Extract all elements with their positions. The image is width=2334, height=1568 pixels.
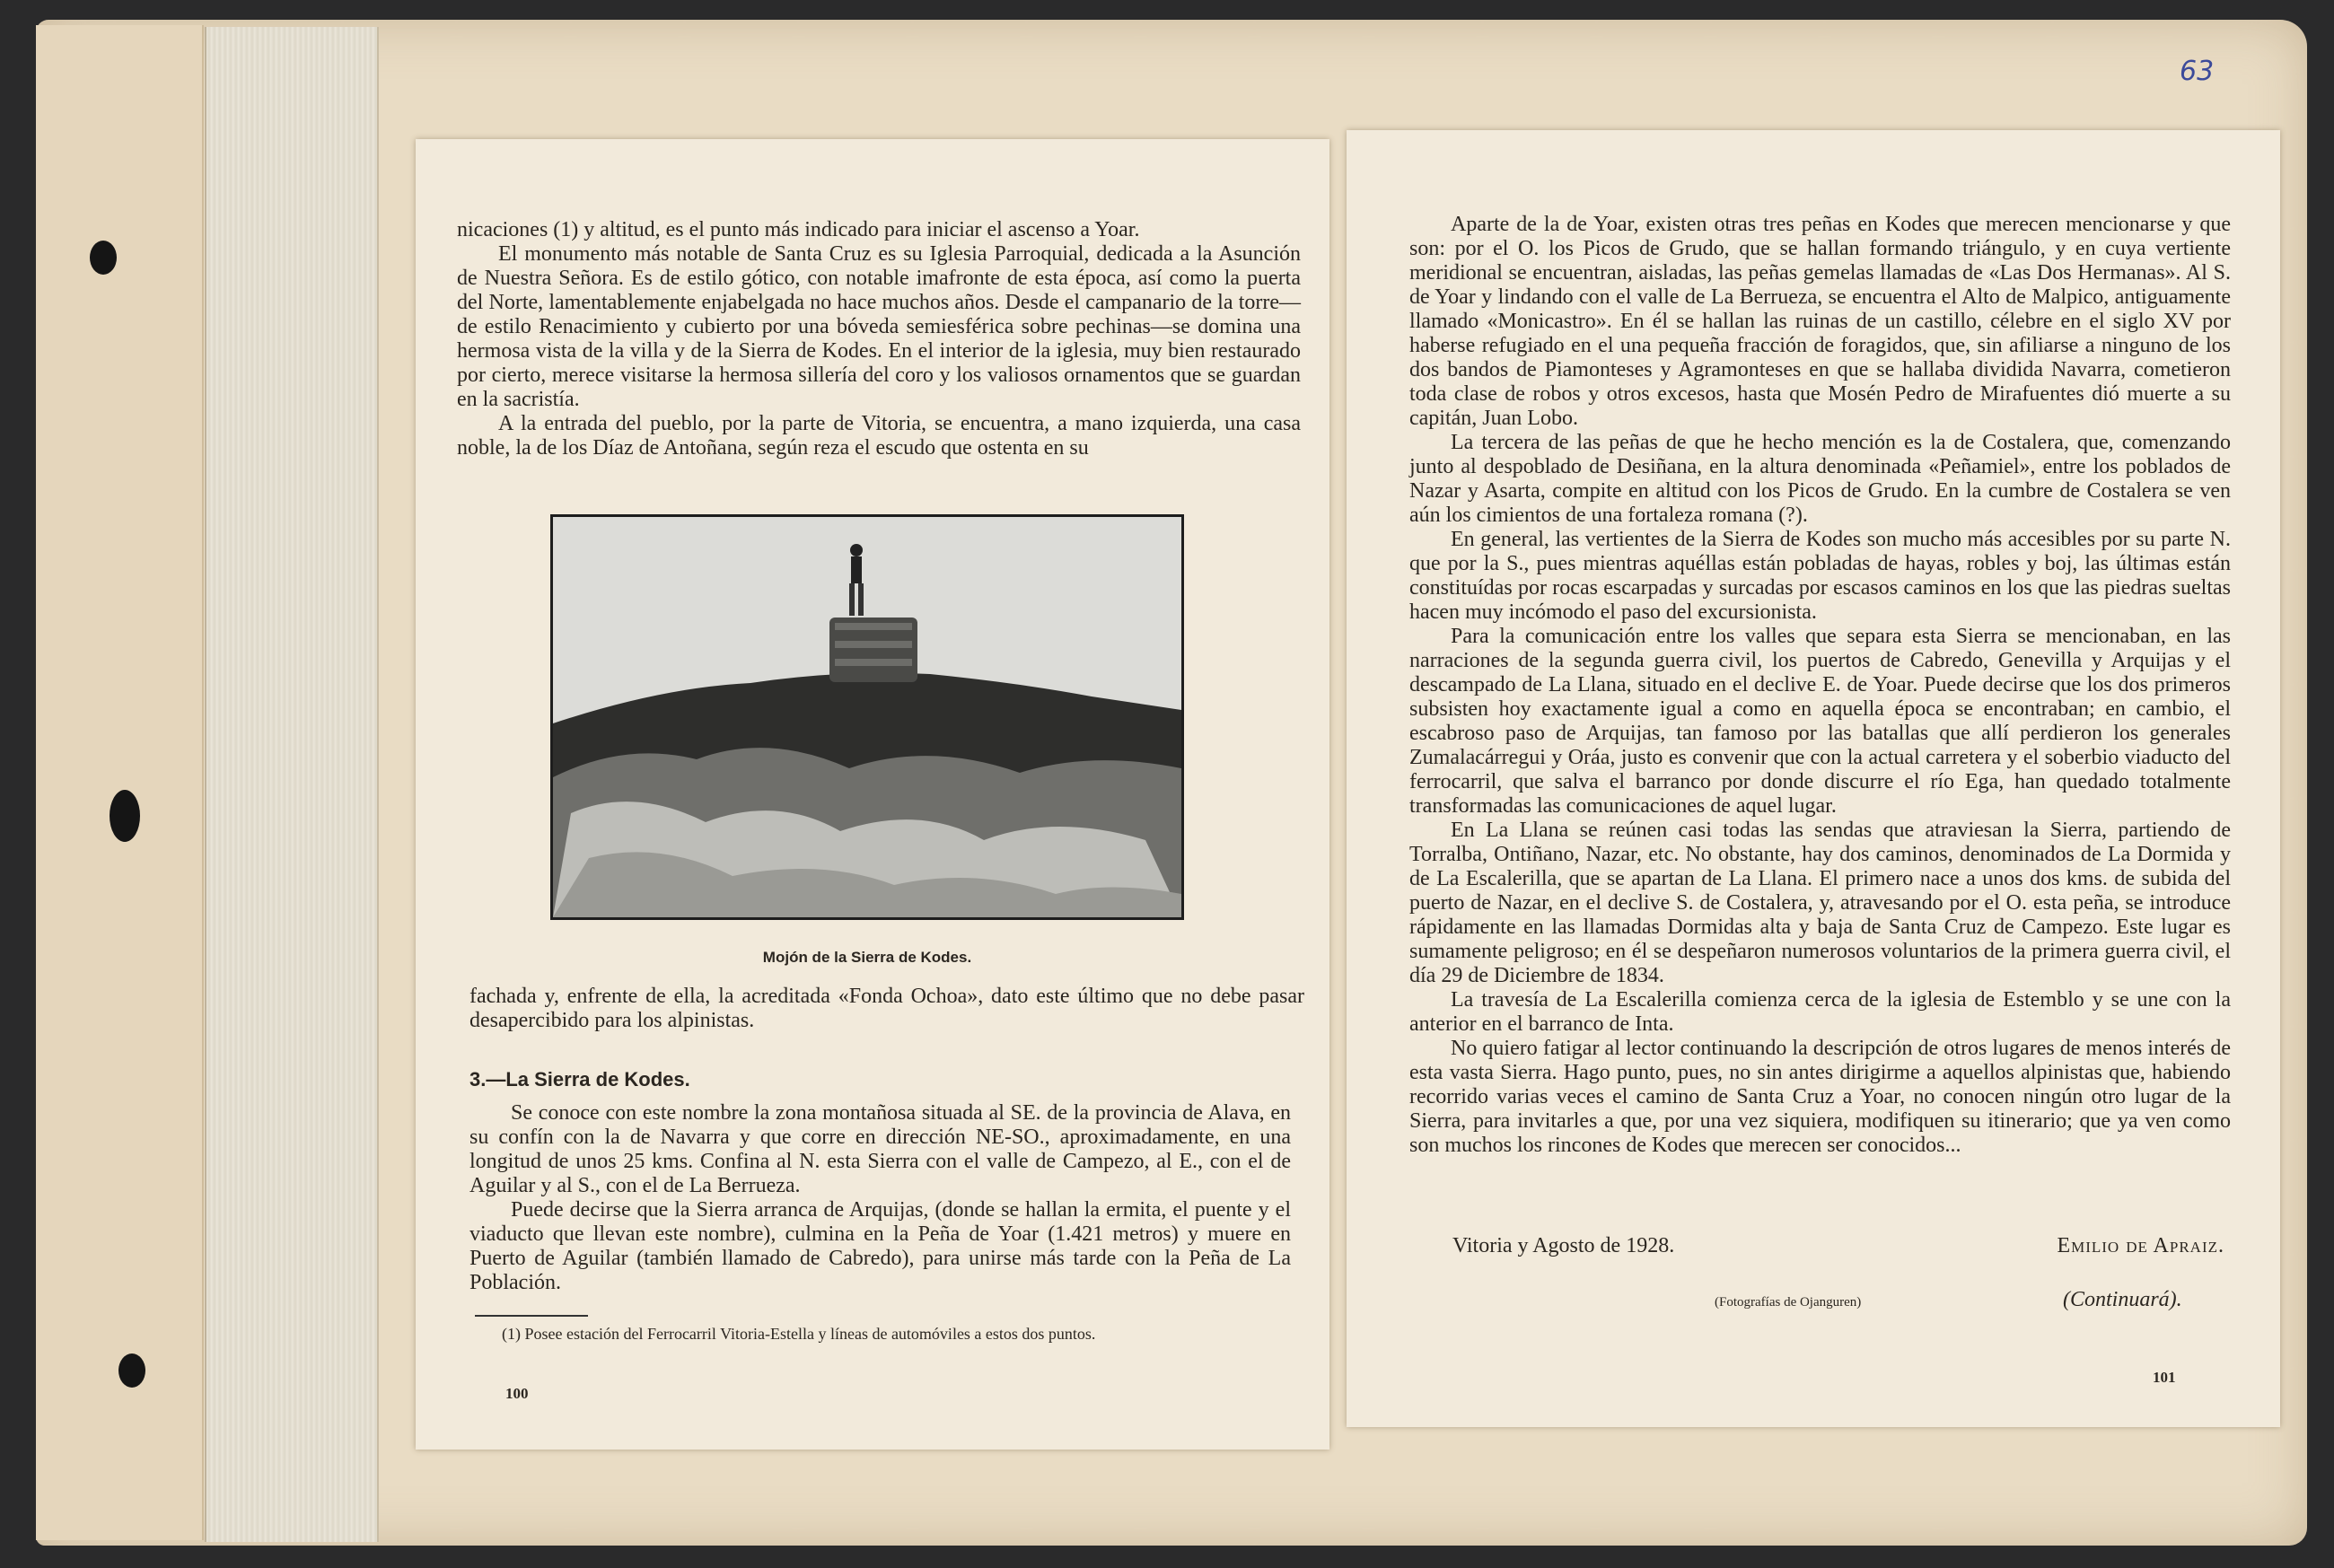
- section-heading: 3.—La Sierra de Kodes.: [469, 1068, 690, 1091]
- section-body: [469, 1101, 1291, 1295]
- paragraph: No quiero fatigar al lector continuando la descripción de otros lugares de menos interés de esta vasta Sierra. Hago punto, pues, no sin antes dirigirme a aquellos alpinistas que, habiendo recorrido varias veces el camino de Santa Cruz a Yoar, no conocen ningún otro lugar de la Sierra, para invitarles a que, por una vez siquiera, modifiquen su itinerario; que ya ven como son muchos los rincones de Kodes que merecen ser conocidos...: [1409, 1037, 2231, 1157]
- photo-credit: (Fotografías de Ojanguren): [1715, 1295, 1862, 1310]
- paragraph: Se conoce con este nombre la zona montañosa situada al SE. de la provincia de Alava, en su confín con la de Navarra y que corre en dirección NE-SO., aproximadamente, en una longitud de unos 25 kms. Confina al N. esta Sierra con el valle de Campezo, al E., con el de Aguilar y al S., con el de La Berrueza.: [469, 1101, 1291, 1197]
- footnote-rule: [475, 1315, 588, 1317]
- mountain-cairn-photo: [550, 514, 1184, 920]
- paragraph: Puede decirse que la Sierra arranca de Arquijas, (donde se hallan la ermita, el puente y el viaducto que llevan este nombre), culmina en la Peña de Yoar (1.421 metros) y muere en Puerto de Aguilar (también llamado de Cabredo), para unirse más tarde con la Peña de La Población.: [469, 1198, 1291, 1294]
- binding-hole-middle: [110, 790, 140, 842]
- date-line: Vitoria y Agosto de 1928.: [1452, 1234, 1675, 1257]
- paragraph: Para la comunicación entre los valles que separa esta Sierra se mencionaban, en las narraciones de la segunda guerra civil, los puertos de Cabredo, Genevilla y Arquijas y el descampado de La Llana, situado en el declive E. de Yoar. Puede decirse que los dos primeros subsisten hoy exactamente igual a como en aquella época se encontraban; en cambio, el escabroso paso de Arquijas, tan famoso por las batallas que allí perdieron los generales Zumalacárregui y Oráa, justo es convenir que con la actual carretera y el soberbio viaducto del ferrocarril, que salva el barranco por donde discurre el río Ega, han quedado totalmente transformadas las comunicaciones de aquel lugar.: [1409, 625, 2231, 818]
- page-number-left: 100: [505, 1385, 529, 1402]
- paragraph: Aparte de la de Yoar, existen otras tres peñas en Kodes que merecen mencionarse y que son: por el O. los Picos de Grudo, que se hallan formando triángulo, y en cuya vertiente meridional se encuentran, aisladas, las peñas gemelas llamadas de «Las Dos Hermanas». Al S. de Yoar y lindando con el valle de La Berrueza, se encuentra el Alto de Malpico, antiguamente llamado «Monicastro». En él se hallan las ruinas de un castillo, célebre en el siglo XV por haberse refugiado en el una pequeña fracción de foragidos, que, sin afiliarse a ninguno de los dos bandos de Piamonteses y Agramonteses en que se hallaba dividida Navarra, cometieron toda clase de robos y otros excesos, hasta que Mosén Pedro de Mirafuentes dió muerte a su capitán, Juan Lobo.: [1409, 213, 2231, 430]
- right-page: [1347, 130, 2280, 1427]
- photo-illustration: [553, 517, 1181, 917]
- left-page-body: [457, 218, 1301, 460]
- photo-caption: Mojón de la Sierra de Kodes.: [762, 949, 972, 966]
- paragraph: nicaciones (1) y altitud, es el punto más indicado para iniciar el ascenso a Yoar.: [457, 218, 1140, 241]
- handwritten-page-number: 63: [2180, 56, 2215, 87]
- paragraph: La tercera de las peñas de que he hecho mención es la de Costalera, que, comenzando junto al despoblado de Desiñana, en la altura denominada «Peñamiel», entre los poblados de Nazar y Asarta, compite en altitud con los Picos de Grudo. En la cumbre de Costalera se ven aún los cimientos de una fortaleza romana (?).: [1409, 431, 2231, 527]
- left-page: [416, 139, 1329, 1450]
- right-page-body: [1409, 213, 2231, 1158]
- paragraph: fachada y, enfrente de ella, la acreditada «Fonda Ochoa», dato este último que no debe pasar desapercibido para los alpinistas.: [469, 985, 1304, 1032]
- binding-hole-bottom: [118, 1353, 145, 1388]
- footnote-mark: (1): [502, 1325, 521, 1343]
- paragraph: La travesía de La Escalerilla comienza cerca de la iglesia de Estemblo y se une con la anterior en el barranco de Inta.: [1409, 988, 2231, 1036]
- author-signature: Emilio de Apraiz.: [2057, 1234, 2224, 1257]
- after-photo-text: [469, 985, 1304, 1033]
- footnote-text: Posee estación del Ferrocarril Vitoria-Estella y líneas de automóviles a estos dos puntos.: [524, 1325, 1096, 1343]
- paragraph: En La Llana se reúnen casi todas las sendas que atraviesan la Sierra, partiendo de Torralba, Ontiñano, Nazar, etc. No obstante, hay dos caminos, denominados de La Dormida y de La Escalerilla, que se apartan de La Llana. El primero nace a unos dos kms. de subida del puerto de Nazar, en el declive S. de Costalera, y, atravesando por el O. esta peña, se introduce rápidamente en las llamadas Dormidas alta y baja de Santa Cruz de Campezo. Este lugar es sumamente peligroso; en él se despeñaron numerosos voluntarios de la primera guerra civil, el día 29 de Diciembre de 1834.: [1409, 819, 2231, 987]
- continued-note: (Continuará).: [2063, 1288, 2182, 1311]
- page-number-right: 101: [2153, 1369, 2176, 1386]
- paragraph: En general, las vertientes de la Sierra de Kodes son mucho más accesibles por su parte N. que por la S., pues mientras aquéllas están pobladas de hayas, robles y boj, las últimas están constituídas por rocas escarpadas y surcadas por escasos caminos en los que las piedras sueltas hacen muy incómodo el paso del excursionista.: [1409, 528, 2231, 624]
- binding-hole-top: [90, 241, 117, 275]
- paragraph: El monumento más notable de Santa Cruz es su Iglesia Parroquial, dedicada a la Asunción de Nuestra Señora. Es de estilo gótico, con notable imafronte de esta época, así como la puerta del Norte, lamentablemente enjabelgada no hace muchos años. Desde el campanario de la torre—de estilo Renacimiento y cubierto por una bóveda semiesférica sobre pechinas—se domina una hermosa vista de la villa y de la Sierra de Kodes. En el interior de la iglesia, muy bien restaurado por cierto, merece visitarse la hermosa sillería del coro y los valiosos ornamentos que se guardan en la sacristía.: [457, 242, 1301, 411]
- cloth-binding-strip: [205, 27, 379, 1542]
- album-margin: [36, 25, 204, 1540]
- paragraph: A la entrada del pueblo, por la parte de Vitoria, se encuentra, a mano izquierda, una casa noble, la de los Díaz de Antoñana, según reza el escudo que ostenta en su: [457, 412, 1301, 460]
- footnote: [461, 1324, 1268, 1345]
